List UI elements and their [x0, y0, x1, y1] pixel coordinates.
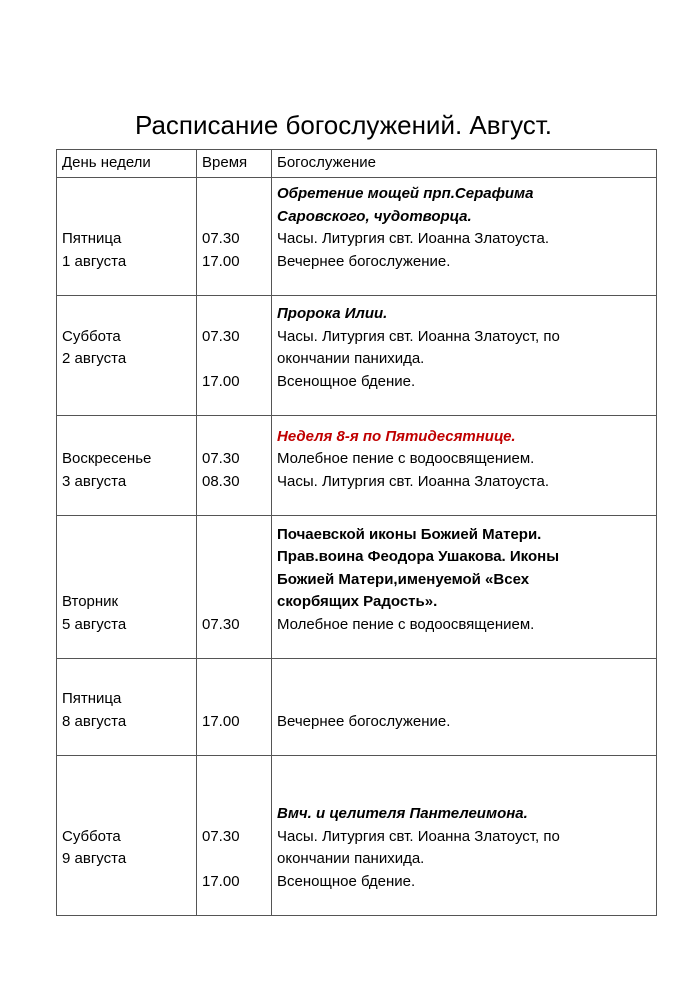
time-line: 07.30 — [202, 327, 240, 345]
time-line: 08.30 — [202, 472, 240, 490]
day-line: 3 августа — [62, 472, 127, 490]
schedule-table — [56, 149, 657, 916]
service-line: окончании панихида. — [277, 350, 425, 367]
time-cell — [197, 659, 272, 756]
table-row — [57, 659, 657, 756]
service-cell — [272, 416, 657, 516]
time-line: 07.30 — [202, 827, 240, 845]
header-time: Время — [197, 150, 272, 178]
service-line: Молебное пение с водоосвящением. — [277, 450, 535, 467]
day-line: 9 августа — [62, 850, 127, 867]
time-line: 07.30 — [202, 230, 240, 247]
service-line: Всенощное бдение. — [277, 872, 416, 890]
page-title: Расписание богослужений. Август. — [134, 110, 553, 140]
service-line: Божией Матери,именуемой «Всех — [277, 570, 530, 588]
service-cell — [272, 296, 657, 416]
time-line: 17.00 — [202, 872, 240, 890]
time-line: 17.00 — [202, 712, 240, 730]
day-line: 2 августа — [62, 350, 127, 367]
table-row — [57, 296, 657, 416]
service-line: Саровского, чудотворца. — [277, 207, 472, 225]
header-service: Богослужение — [272, 150, 657, 178]
day-cell — [57, 296, 197, 416]
table-row — [57, 516, 657, 659]
service-line: Вечернее богослужение. — [277, 712, 451, 730]
time-cell — [197, 296, 272, 416]
day-line: Суббота — [62, 827, 121, 845]
service-cell — [272, 178, 657, 296]
service-line: Всенощное бдение. — [277, 372, 416, 390]
service-line: Вечернее богослужение. — [277, 252, 451, 270]
time-cell — [197, 756, 272, 916]
table-header-row — [57, 150, 657, 178]
service-line: Обретение мощей прп.Серафима — [277, 185, 534, 202]
day-line: 1 августа — [62, 252, 127, 270]
table-row — [57, 178, 657, 296]
service-line: Вмч. и целителя Пантелеимона. — [277, 805, 528, 822]
table-row — [57, 756, 657, 916]
day-line: 8 августа — [62, 712, 127, 730]
day-line: Пятница — [62, 230, 122, 247]
day-line: Суббота — [62, 327, 121, 345]
service-line: Неделя 8-я по Пятидесятнице. — [277, 427, 516, 445]
service-cell — [272, 659, 657, 756]
service-line: скорбящих Радость». — [277, 593, 438, 610]
service-line: Часы. Литургия свт. Иоанна Златоуста. — [277, 230, 549, 247]
time-cell — [197, 516, 272, 659]
header-day: День недели — [57, 150, 197, 178]
day-cell — [57, 516, 197, 659]
time-line: 07.30 — [202, 615, 240, 633]
time-cell — [197, 416, 272, 516]
service-line: Молебное пение с водоосвящением. — [277, 615, 535, 633]
schedule-body — [57, 150, 657, 916]
day-cell — [57, 178, 197, 296]
service-line: Пророка Илии. — [277, 305, 388, 322]
day-cell — [57, 659, 197, 756]
service-line: Часы. Литургия свт. Иоанна Златоуста. — [277, 472, 549, 490]
day-line: 5 августа — [62, 615, 127, 633]
service-line: Часы. Литургия свт. Иоанна Златоуст, по — [277, 327, 560, 345]
time-cell — [197, 178, 272, 296]
service-line: Почаевской иконы Божией Матери. — [277, 525, 542, 543]
time-line: 07.30 — [202, 450, 240, 467]
service-cell — [272, 756, 657, 916]
time-line: 17.00 — [202, 252, 240, 270]
service-line: Прав.воина Феодора Ушакова. Иконы — [277, 548, 560, 565]
day-line: Вторник — [62, 593, 119, 610]
day-cell — [57, 416, 197, 516]
day-line: Пятница — [62, 690, 122, 707]
table-row — [57, 416, 657, 516]
day-cell — [57, 756, 197, 916]
service-cell — [272, 516, 657, 659]
day-line — [62, 871, 196, 894]
time-line — [202, 348, 271, 371]
service-line: Часы. Литургия свт. Иоанна Златоуст, по — [277, 827, 560, 845]
time-line — [202, 848, 271, 871]
day-line — [62, 371, 196, 394]
day-line: Воскресенье — [62, 450, 152, 467]
time-line: 17.00 — [202, 372, 240, 390]
service-line: окончании панихида. — [277, 850, 425, 867]
